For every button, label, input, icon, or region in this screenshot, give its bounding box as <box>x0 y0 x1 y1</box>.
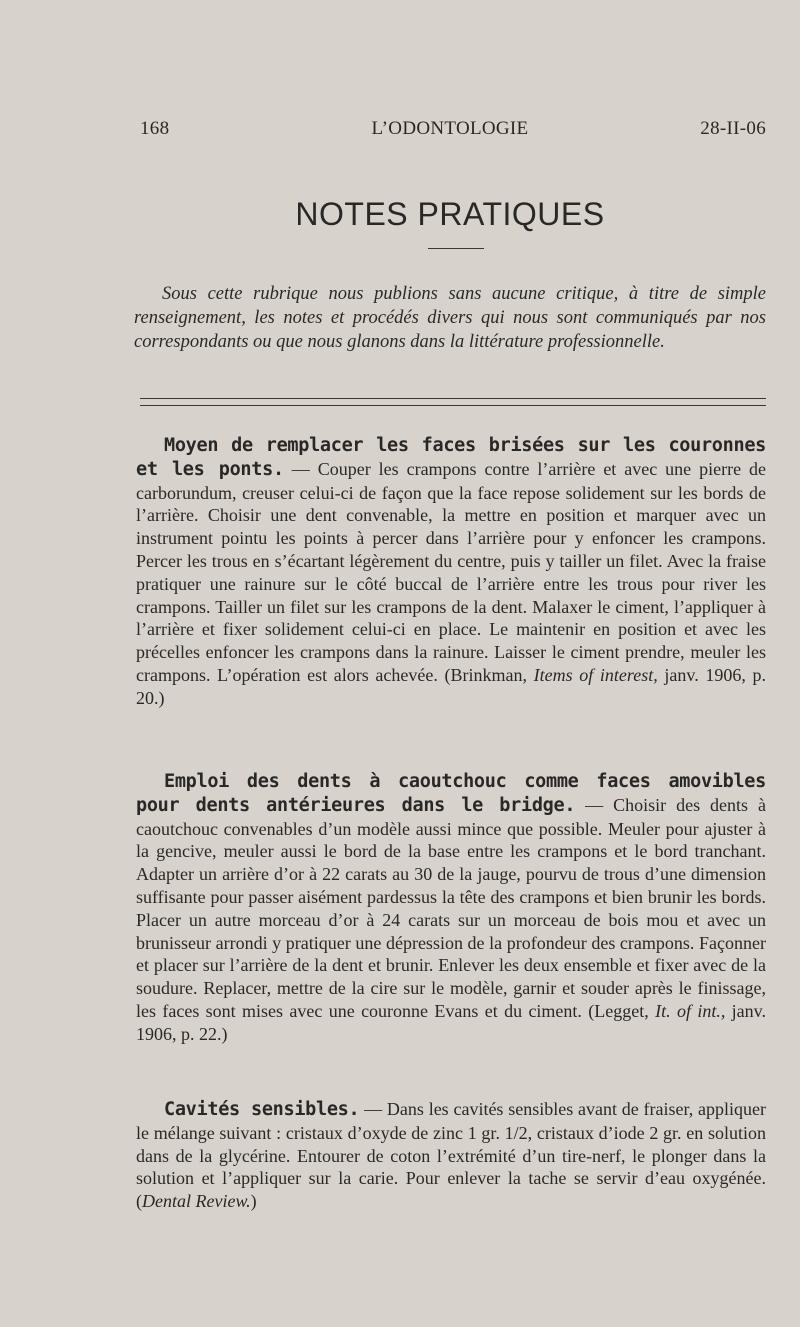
article-1 <box>136 434 766 710</box>
article-2-text: Choisir des dents à caoutchouc convenables d’un modèle aussi mince que possible. Meuler pour ajuster à la gencive, meuler aussi le bord de la base entre les crampons et le bord tranchant. Adapter un arrière d’or à 22 carats au 30 de la jauge, pourvu de trous d’une dimension suffisante pour passer aisément pardessus la tête des crampons et bien brunir les bords. Placer un autre morceau d’or à 24 carats sur un morceau de bois mou et avec un brunisseur arrondi y pratiquer une dépression de la profondeur des crampons. Façonner et placer sur l’arrière de la dent et brunir. Enlever les deux ensemble et fixer avec de la soudure. Replacer, mettre de la cire sur le modèle, garnir et souder après le finissage, les faces sont mises avec une couronne Evans et du ciment. (Legget, <box>136 794 766 1021</box>
title-rule <box>428 248 484 249</box>
article-1-body <box>136 434 766 710</box>
page-number: 168 <box>140 118 170 139</box>
section-title: NOTES PRATIQUES <box>295 196 605 232</box>
article-1-source: Items of interest, <box>533 664 658 685</box>
article-2-title: Emploi des dents à caoutchouc comme faces amovibles pour dents antérieures dans le bridge. <box>136 771 766 816</box>
issue-date: 28-II-06 <box>700 118 766 139</box>
journal-name: L’ODONTOLOGIE <box>371 118 529 139</box>
article-3 <box>136 1098 766 1213</box>
article-1-tail: janv. 1906, p. 20.) <box>136 664 767 708</box>
article-1-dash: — <box>283 458 318 479</box>
article-3-title: Cavités sensibles. <box>164 1099 360 1120</box>
article-1-title: Moyen de remplacer les faces brisées sur les couronnes et les ponts. <box>136 435 766 480</box>
article-3-tail: ) <box>250 1191 257 1212</box>
article-2-body <box>136 770 766 1046</box>
article-3-text: Dans les cavités sensibles avant de fraiser, appliquer le mélange suivant : cristaux d’oxyde de zinc 1 gr. 1/2, cristaux d’iode 2 gr. en solution dans de la glycérine. Entourer de coton l’extrémité d’un tire-nerf, le plonger dans la solution et l’appliquer sur la carie. Pour enlever la tache se servir d’eau oxygénée. ( <box>136 1099 766 1212</box>
article-2-dash: — <box>575 794 614 815</box>
intro-note <box>134 282 766 354</box>
article-2-tail: janv. 1906, p. 22.) <box>136 1000 767 1044</box>
article-3-body <box>136 1098 766 1213</box>
running-header <box>134 118 766 142</box>
intro-text: Sous cette rubrique nous publions sans aucune critique, à titre de simple renseignement, les notes et procédés divers qui nous sont communiqués par nos correspondants ou que nous glanons dans la littérature professionnelle. <box>134 284 766 352</box>
article-2 <box>136 770 766 1046</box>
article-3-source: Dental Review. <box>142 1191 251 1212</box>
article-2-source: It. of int., <box>655 1000 726 1021</box>
article-3-dash: — <box>359 1099 387 1119</box>
article-1-text: Couper les crampons contre l’arrière et avec une pierre de carborundum, creuser celui-ci de façon que la face repose solidement sur les bords de l’arrière. Choisir une dent convenable, la mettre en position et marquer avec un instrument pointu les points à percer dans l’arrière pour y enfoncer les crampons. Percer les trous en s’écartant légèrement du centre, puis y tailler un filet. Avec la fraise pratiquer une rainure sur le côté buccal de l’arrière entre les trous pour river les crampons. Tailler un filet sur les crampons de la dent. Malaxer le ciment, l’appliquer à l’arrière et fixer solidement celui-ci en place. Le maintenir en position et avec les précelles enfoncer les crampons dans la rainure. Laisser le ciment prendre, meuler les crampons. L’opération est alors achevée. (Brinkman, <box>136 458 767 685</box>
section-divider <box>140 398 766 406</box>
